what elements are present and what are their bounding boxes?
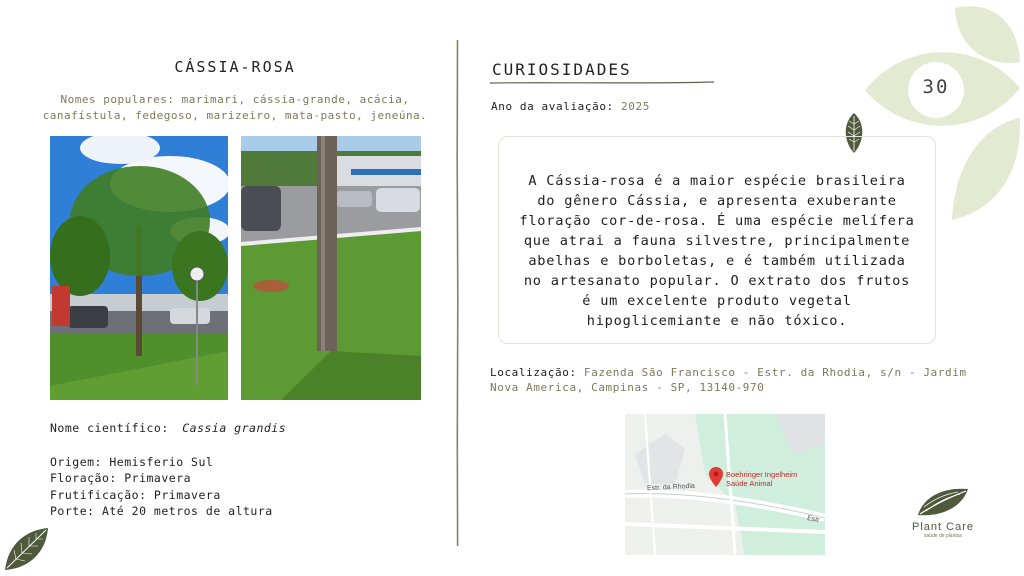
- size: Porte: Até 20 metros de altura: [50, 504, 273, 518]
- brand-name: Plant Care: [912, 521, 974, 533]
- map-place-line-2: Saúde Animal: [726, 479, 773, 488]
- fruiting: Frutificação: Primavera: [50, 488, 221, 502]
- leaf-icon: [955, 6, 1020, 63]
- location-row: [490, 365, 990, 395]
- popular-names: Nomes populares: marimari, cássia-grande, acácia, canafístula, fedegoso, marizeiro, mata-pasto, jeneúna.: [42, 93, 428, 122]
- tree-photo-1: [50, 136, 228, 400]
- curiosities-title: CURIOSIDADES: [492, 60, 632, 79]
- map-pin-icon: [709, 467, 723, 487]
- brand-tagline: saúde de plantas: [923, 533, 963, 539]
- scientific-name-value: Cassia grandis: [182, 421, 287, 435]
- column-divider: [456, 40, 459, 546]
- leaf-icon: [2, 526, 50, 572]
- species-title: CÁSSIA-ROSA: [174, 58, 296, 76]
- location-map[interactable]: [625, 414, 825, 555]
- map-place-name: [726, 470, 797, 488]
- page-number: 30: [922, 76, 950, 98]
- road-label-2: Estr: [806, 514, 820, 525]
- flowering: Floração: Primavera: [50, 471, 192, 485]
- evaluation-year-value: 2025: [621, 100, 650, 113]
- curiosity-card: [498, 136, 936, 344]
- curiosity-text: A Cássia-rosa é a maior espécie brasileira do gênero Cássia, e apresenta exuberante floração cor-de-rosa. É uma espécie melífera que atrai a fauna silvestre, principalmente abelhas e borboletas, e é também utilizada no artesanato popular. O extrato dos frutos é um excelente produto vegetal hipoglicemiante e não tóxico.: [519, 173, 915, 329]
- location-label: Localização:: [490, 366, 577, 379]
- leaf-icon: [916, 485, 970, 519]
- tree-photo-2: [241, 136, 421, 400]
- scientific-name-row: [50, 421, 286, 435]
- scientific-name-label: Nome científico:: [50, 421, 169, 435]
- title-underline: [490, 80, 714, 86]
- leaf-icon: [952, 118, 1020, 220]
- evaluation-year-label: Ano da avaliação:: [491, 100, 614, 113]
- location-value: Fazenda São Francisco - Estr. da Rhodia, s/n - Jardim Nova America, Campinas - SP, 13140-970: [490, 366, 967, 394]
- origin: Origem: Hemisferio Sul: [50, 455, 214, 469]
- brand-logo: [898, 485, 988, 539]
- evaluation-year-row: [491, 100, 650, 113]
- road-label: Estr. da Rhodia: [646, 482, 696, 493]
- map-place-line-1: Boehringer Ingelheim: [726, 470, 798, 479]
